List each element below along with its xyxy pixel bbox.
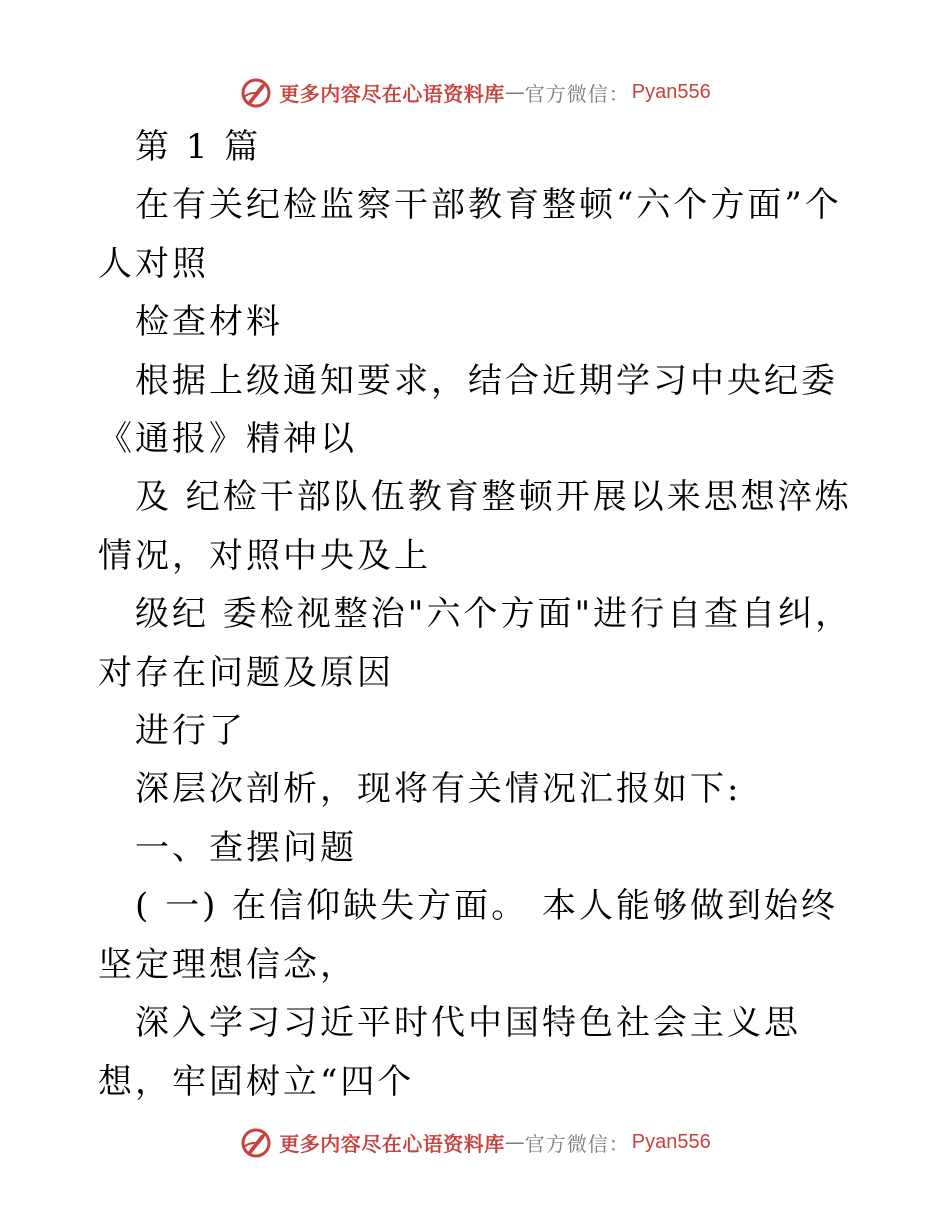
paragraph: 深入学习习近平时代中国特色社会主义思想，牢固树立“四个 xyxy=(98,1003,801,1102)
paragraph: 及 纪检干部队伍教育整顿开展以来思想淬炼情况，对照中央及上 xyxy=(98,477,852,576)
paragraph: 第 1 篇 xyxy=(135,127,262,167)
paragraph: 根据上级通知要求，结合近期学习中央纪委《通报》精神以 xyxy=(98,360,838,460)
watermark-wechat-id: Pyan556 xyxy=(631,1130,711,1153)
watermark-wechat-id: Pyan556 xyxy=(631,80,711,103)
pen-nib-logo-icon xyxy=(239,1125,273,1159)
watermark-brand-text: 更多内容尽在心语资料库 xyxy=(279,1131,505,1156)
document-body xyxy=(98,118,858,1111)
paragraph: 一、查摆问题 xyxy=(135,827,357,868)
pen-nib-logo-icon xyxy=(239,75,273,109)
paragraph: ( 一) 在信仰缺失方面。 本人能够做到始终坚定理想信念， xyxy=(98,886,838,985)
paragraph: 进行了 xyxy=(135,711,246,752)
paragraph: 在有关纪检监察干部教育整顿“六个方面”个人对照 xyxy=(98,185,842,284)
watermark-wechat-label: 官方微信： xyxy=(524,81,630,106)
watermark-dash: — xyxy=(504,80,525,104)
paragraph: 深层次剖析，现将有关情况汇报如下: xyxy=(135,769,742,810)
watermark-brand-text: 更多内容尽在心语资料库 xyxy=(279,81,505,106)
watermark-dash: — xyxy=(504,1130,525,1154)
footer-watermark xyxy=(0,1122,950,1162)
watermark-wechat-label: 官方微信： xyxy=(524,1131,630,1156)
header-watermark xyxy=(0,72,950,112)
paragraph: 检查材料 xyxy=(135,302,283,343)
paragraph: 级纪 委检视整治"六个方面"进行自查自纠，对存在问题及原因 xyxy=(98,594,853,693)
